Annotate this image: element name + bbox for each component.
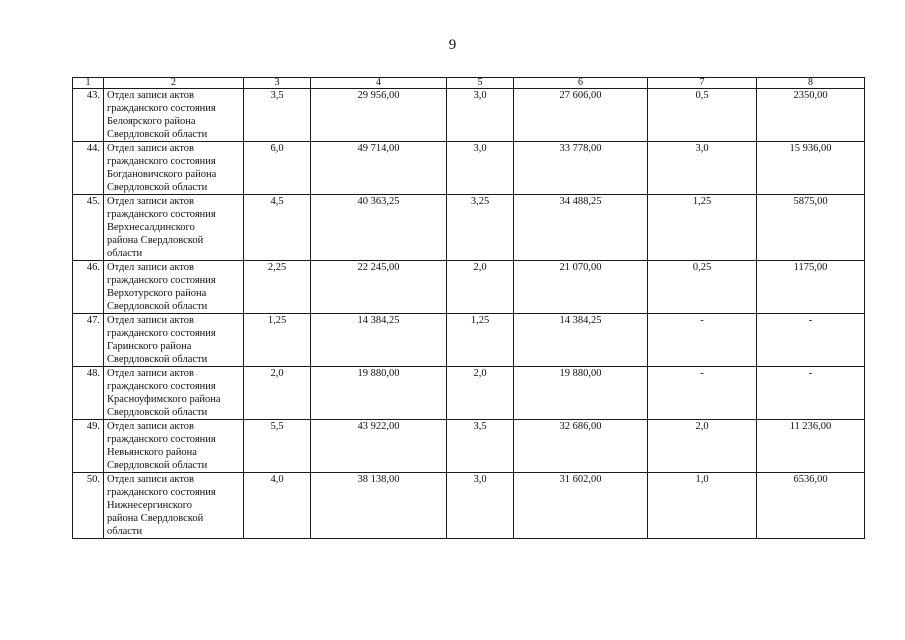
col4-value: 14 384,25 [311,314,447,367]
column-header: 1 [73,78,104,89]
row-number: 45. [73,195,104,261]
table-row [73,89,865,142]
col6-value: 27 606,00 [514,89,648,142]
col3-value: 4,0 [244,473,311,539]
col7-value: 3,0 [648,142,757,195]
col7-value: 0,25 [648,261,757,314]
col8-value: - [757,314,865,367]
column-header: 7 [648,78,757,89]
table-row [73,142,865,195]
col5-value: 2,0 [447,261,514,314]
col3-value: 2,25 [244,261,311,314]
column-header: 4 [311,78,447,89]
column-header: 8 [757,78,865,89]
column-header: 3 [244,78,311,89]
table-row [73,420,865,473]
col5-value: 3,5 [447,420,514,473]
department-name: Отдел записи актов гражданского состояния Верхотурского района Свердловской области [104,261,244,314]
data-table [72,77,865,539]
col7-value: 0,5 [648,89,757,142]
col6-value: 31 602,00 [514,473,648,539]
col6-value: 21 070,00 [514,261,648,314]
department-name: Отдел записи актов гражданского состояния Гаринского района Свердловской области [104,314,244,367]
col5-value: 3,0 [447,473,514,539]
col5-value: 3,25 [447,195,514,261]
page-number: 9 [448,37,457,53]
col6-value: 33 778,00 [514,142,648,195]
row-number: 49. [73,420,104,473]
col6-value: 34 488,25 [514,195,648,261]
col4-value: 22 245,00 [311,261,447,314]
department-name: Отдел записи актов гражданского состояния Невьянского района Свердловской области [104,420,244,473]
col3-value: 2,0 [244,367,311,420]
col3-value: 3,5 [244,89,311,142]
col3-value: 1,25 [244,314,311,367]
row-number: 47. [73,314,104,367]
col6-value: 19 880,00 [514,367,648,420]
col8-value: 5875,00 [757,195,865,261]
col4-value: 40 363,25 [311,195,447,261]
department-name: Отдел записи актов гражданского состояния Богдановичского района Свердловской области [104,142,244,195]
col4-value: 38 138,00 [311,473,447,539]
col8-value: - [757,367,865,420]
row-number: 48. [73,367,104,420]
column-header: 6 [514,78,648,89]
col4-value: 43 922,00 [311,420,447,473]
table-row [73,367,865,420]
col6-value: 32 686,00 [514,420,648,473]
table-header-row [73,78,865,89]
table-row [73,473,865,539]
col5-value: 3,0 [447,142,514,195]
department-name: Отдел записи актов гражданского состояния Красноуфимского района Свердловской области [104,367,244,420]
department-name: Отдел записи актов гражданского состояния Нижнесергинского района Свердловской области [104,473,244,539]
col5-value: 3,0 [447,89,514,142]
col4-value: 29 956,00 [311,89,447,142]
col6-value: 14 384,25 [514,314,648,367]
column-header: 2 [104,78,244,89]
table-row [73,195,865,261]
col7-value: 1,25 [648,195,757,261]
col3-value: 5,5 [244,420,311,473]
col3-value: 4,5 [244,195,311,261]
table-row [73,314,865,367]
col7-value: - [648,314,757,367]
col4-value: 49 714,00 [311,142,447,195]
col8-value: 1175,00 [757,261,865,314]
column-header: 5 [447,78,514,89]
col5-value: 1,25 [447,314,514,367]
col7-value: 1,0 [648,473,757,539]
department-name: Отдел записи актов гражданского состояния Верхнесалдинского района Свердловской области [104,195,244,261]
col7-value: - [648,367,757,420]
col8-value: 15 936,00 [757,142,865,195]
col8-value: 2350,00 [757,89,865,142]
col8-value: 11 236,00 [757,420,865,473]
row-number: 46. [73,261,104,314]
department-name: Отдел записи актов гражданского состояния Белоярского района Свердловской области [104,89,244,142]
row-number: 44. [73,142,104,195]
row-number: 43. [73,89,104,142]
col3-value: 6,0 [244,142,311,195]
col8-value: 6536,00 [757,473,865,539]
table-row [73,261,865,314]
col5-value: 2,0 [447,367,514,420]
col4-value: 19 880,00 [311,367,447,420]
col7-value: 2,0 [648,420,757,473]
row-number: 50. [73,473,104,539]
